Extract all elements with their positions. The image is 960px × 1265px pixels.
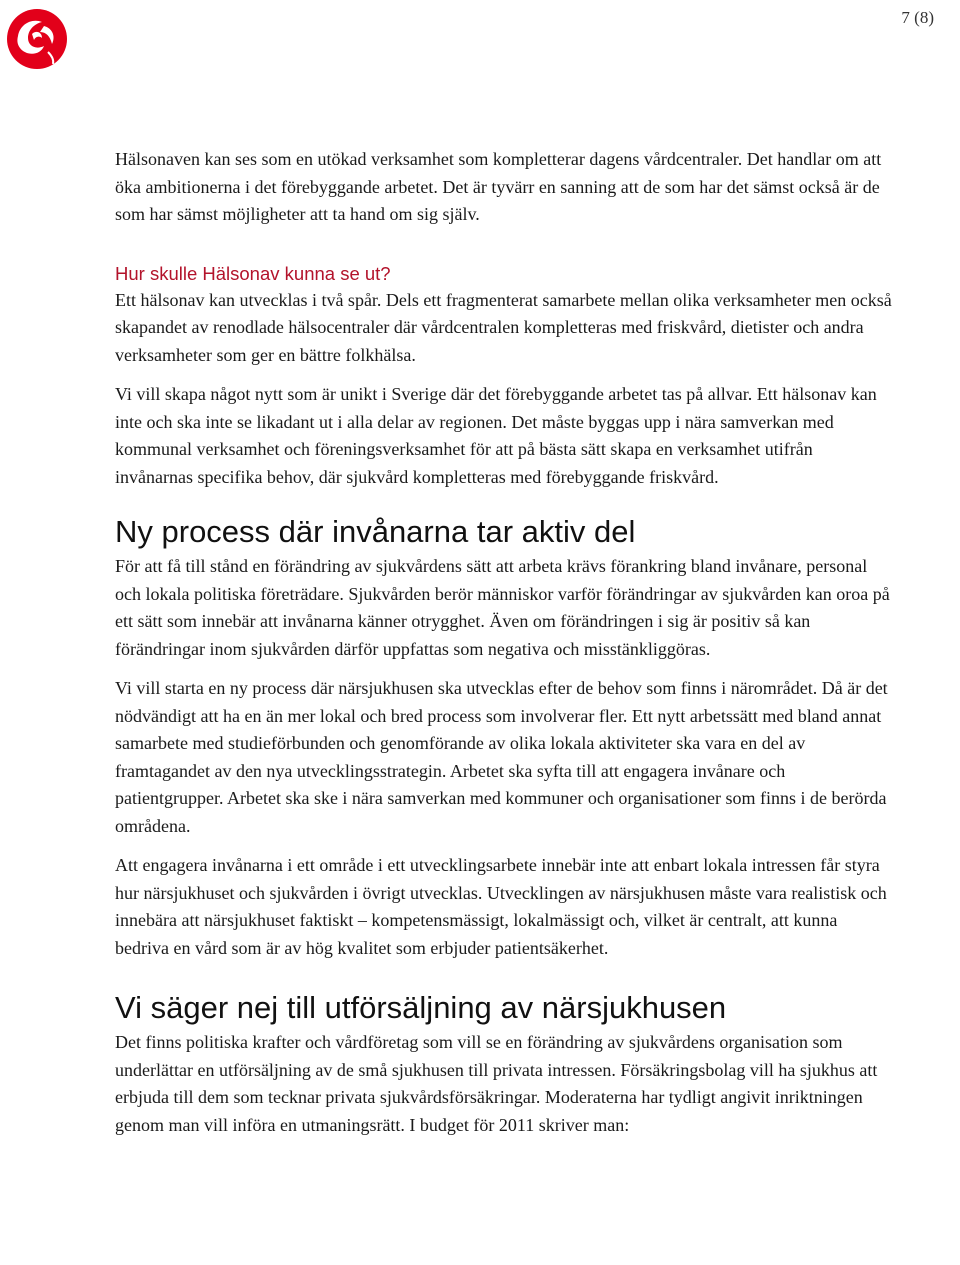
- paragraph: Att engagera invånarna i ett område i ett utvecklingsarbete innebär inte att enbart lokala intressen får styra hur närsjukhuset och sjukvården i övrigt utvecklas. Utvecklingen av närsjukhusen måste vara realistisk och innebära att närsjukhuset faktiskt – kompetensmässigt, lokalmässigt och, vilket är centralt, att kunna bedriva en vård som är av hög kvalitet som erbjuder patientsäkerhet.: [115, 855, 887, 958]
- section-heading: Vi säger nej till utförsäljning av närsjukhusen: [115, 990, 727, 1025]
- paragraph: För att få till stånd en förändring av sjukvårdens sätt att arbeta krävs förankring bland invånare, personal och lokala politiska företrädare. Sjukvården berör människor varför förändringar av sjukvården kan oroa på ett sätt som innebär att invånarna känner otrygghet. Även om förändringen i sig är positiv så kan förändringar inom sjukvården därför uppfattas som negativa och misstänkliggöras.: [115, 556, 890, 659]
- page-number: 7 (8): [901, 8, 934, 27]
- section-subheading: Hur skulle Hälsonav kunna se ut?: [115, 262, 391, 284]
- paragraph: Vi vill starta en ny process där närsjukhusen ska utvecklas efter de behov som finns i närområdet. Då är det nödvändigt att ha en än mer lokal och bred process som involverar fler. Ett nytt arbetssätt med bland annat samarbete med studieförbunden och genomförande av olika lokala aktiviteter ska vara en del av framtagandet av den nya utvecklingsstrategin. Arbetet ska syfta till att engagera invånare och patientgrupper. Arbetet ska ske i nära samverkan med kommuner och organisationer som finns i de berörda områdena.: [115, 678, 888, 836]
- paragraph: Det finns politiska krafter och vårdföretag som vill se en förändring av sjukvårdens organisation som underlättar en utförsäljning av de små sjukhusen till privata intressen. Försäkringsbolag vill ha sjukhus att erbjuda till dem som tecknar privata sjukvårdsförsäkringar. Moderaterna har tydligt angivit inriktningen genom man vill införa en utmaningsrätt. I budget för 2011 skriver man:: [115, 1032, 878, 1135]
- paragraph: Vi vill skapa något nytt som är unikt i Sverige där det förebyggande arbetet tas på allvar. Ett hälsonav kan inte och ska inte se likadant ut i alla delar av regionen. Det måste byggas upp i nära samverkan med kommunal verksamhet och föreningsverksamhet för att på bästa sätt skapa en verksamhet utifrån invånarnas specifika behov, där sjukvård kompletteras med förebyggande friskvård.: [115, 384, 877, 487]
- paragraph: Ett hälsonav kan utvecklas i två spår. Dels ett fragmenterat samarbete mellan olika verksamheter men också skapandet av renodlade hälsocentraler där vårdcentralen kompletteras med friskvård, dietister och andra verksamheter som ger en bättre folkhälsa.: [115, 289, 892, 365]
- rose-logo-icon: [4, 6, 70, 72]
- intro-paragraph: Hälsonaven kan ses som en utökad verksamhet som kompletterar dagens vårdcentraler. Det handlar om att öka ambitionerna i det förebyggande arbetet. Det är tyvärr en sanning att de som har det sämst också är de som har sämst möjligheter att ta hand om sig själv.: [115, 149, 882, 224]
- document-body: [115, 146, 893, 1139]
- section-heading: Ny process där invånarna tar aktiv del: [115, 514, 636, 549]
